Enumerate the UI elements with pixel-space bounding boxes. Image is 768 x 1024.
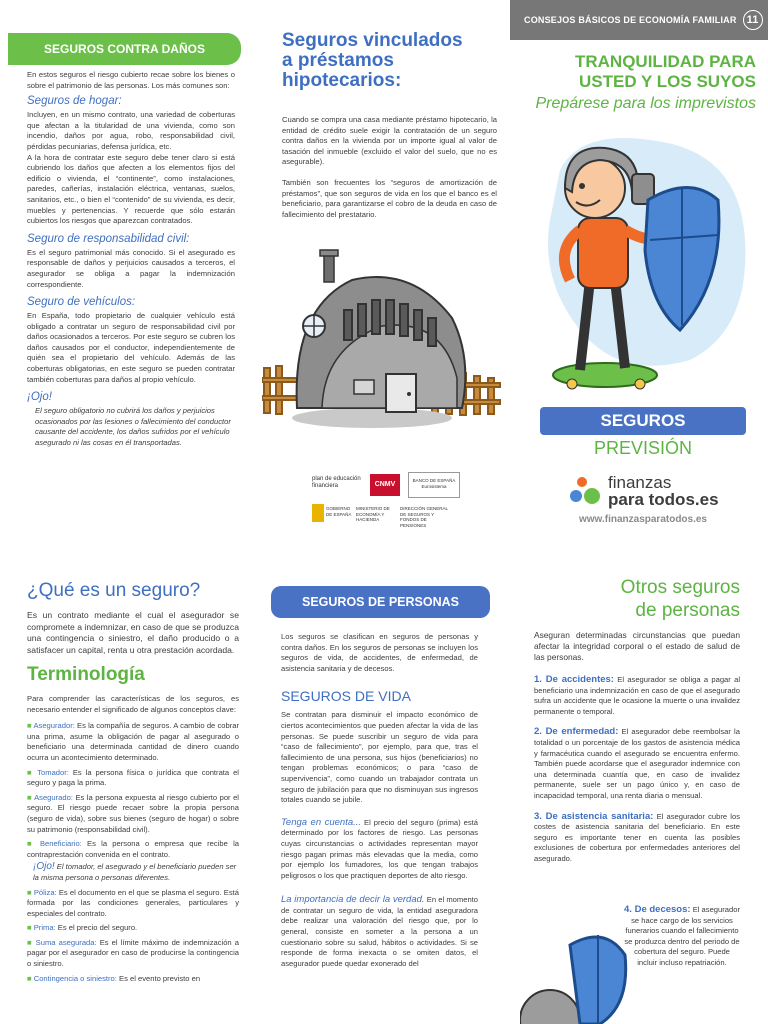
- otros-title: [520, 576, 740, 622]
- hogar-text-2: A la hora de contratar este seguro debe tener claro si está cubriendo los daños que afecten a los elementos fijos del edificio o vivienda, el “continente”, como instalaciones, paredes, cañerías, instalación eléctrica, ventanas, suelos, sanitarios, etc., o bien el “contenido” de su vivienda, es decir, muebles y pertenencias. Y recuerde que sólo estarán cubiertos los riesgos que aparezcan contratados.: [27, 152, 235, 226]
- term-text: Es la persona o empresa que recibe la contraprestación convenida en el contrato.: [27, 839, 239, 859]
- website-url: www.finanzasparatodos.es: [579, 514, 707, 525]
- otros-title-line1: Otros seguros: [620, 577, 740, 598]
- term-item: ■ Asegurador: Es la compañía de seguros. A cambio de cobrar una prima, asume la obligación de pagar al asegurado o beneficiario una determinada cantidad de dinero cuando ocurra un acontecimiento determinado.: [27, 721, 239, 762]
- danos-intro: En estos seguros el riesgo cubierto recae sobre los bienes o sobre el patrimonio de las personas. Los más comunes son:: [27, 70, 235, 90]
- hipotecarios-p2: También son frecuentes los “seguros de amortización de préstamos”, que son seguros de vida en los que el banco es el beneficiario, para garantizarse el cobro de la deuda en caso de fallecimiento del prestatario.: [282, 177, 497, 219]
- bde-logo-eurosistema: Eurosistema: [421, 484, 447, 489]
- page-number-badge: 11: [743, 10, 763, 30]
- tenga-text: El precio del seguro (prima) está determinado por los factores de riesgo. Las personas cuyas circunstancias o actividades representan mayor riesgo pagan primas más elevadas que la media, como por ejemplo los fumadores, los que tengan trabajos peligrosos o los que practiquen deportes de alto riesgo.: [281, 817, 478, 880]
- veh-text: En España, todo propietario de cualquier vehículo está obligado a contratar un seguro de responsabilidad civil por daños ocasionados a terceros. Por este seguro se cubren los daños causados por el conductor, independientemente de quién sea el propietario del vehículo. Además de las coberturas obligatorias, en este seguro se pueden contratar también coberturas para daños al propio vehículo.: [27, 311, 235, 384]
- otros-item-text: El asegurador cubre los costes de asistencia sanitaria del beneficiario. En este seguro es importante tener en cuenta las posibles exclusiones de cobertura por enfermedades anteriores del asegurado.: [534, 811, 740, 863]
- hipotecarios-title-line1: Seguros vinculados: [282, 30, 463, 51]
- vida-text: Se contratan para disminuir el impacto económico de ciertos acontecimientos que pueden afectar la vida de las personas. Se puede suscribir un seguro de vida para “caso de fallecimiento”, por ejemplo, para que, tras el fallecimiento de una persona, sus hijos (beneficiarios) no tengan problemas económicos; o para “caso de supervivencia”, como cuando un trabajador contrata un seguro de jubilación para que no disminuyan sus ingresos totales cuando se jubile.: [281, 710, 478, 805]
- que-es-section: [27, 580, 239, 988]
- finanzas-logo-icon: [570, 476, 604, 506]
- otros-item: [534, 812, 740, 865]
- term-text: Es el precio del seguro.: [57, 923, 138, 933]
- tenga-label: Tenga en cuenta...: [281, 816, 362, 828]
- term-text: Es la persona expuesta al riesgo cubierto por el seguro. El riesgo puede recaer sobre la propia persona (seguro de vida), sobre sus bienes (seguro de hogar) o sobre su patrimonio (responsabilidad civil).: [27, 792, 239, 834]
- otros-item-text: El asegurador debe reembolsar la totalidad o un porcentaje de los gastos de asistencia médica y farmacéutica cuando el asegurado se encuentra enfermo. También puede acordarse que el asegurador indemnice con una determinada cuantía que, en caso de invalidez permanente, suele ser un pago único y, en caso de incapacidad temporal, una renta diaria o mensual.: [534, 727, 740, 800]
- resp-title: Seguro de responsabilidad civil:: [27, 232, 190, 245]
- hipotecarios-title-line2: a préstamos: [282, 50, 394, 71]
- cnmv-logo: CNMV: [370, 474, 400, 496]
- term-text: Es el límite máximo de indemnización a pagar por el asegurador en caso de producirse la contingencia o siniestro.: [27, 937, 239, 969]
- otros-item-title: 3. De asistencia sanitaria:: [534, 810, 654, 822]
- term-label: Beneficiario:: [39, 839, 82, 849]
- term-label: Asegurador:: [33, 721, 75, 731]
- term-item: ■ Suma asegurada: Es el límite máximo de indemnización a pagar por el asegurador en caso de producirse la contingencia o siniestro.: [27, 937, 239, 969]
- ojo-text: El seguro obligatorio no cubrirá los daños y perjuicios ocasionados por las lesiones o fallecimiento del conductor causante del accidente, los daños sufridos por el vehículo asegurado ni las cosas en él transportadas.: [35, 406, 231, 448]
- otros-item-title: 1. De accidentes:: [534, 674, 614, 685]
- brand-line1: finanzas: [608, 473, 672, 492]
- otros-item-text: El asegurador se obliga a pagar al beneficiario una indemnización en caso de que el asegurado sufra un accidente que le ocasione la muerte o una invalidez permanente o temporal.: [534, 675, 741, 716]
- prevision-label: PREVISIÓN: [593, 438, 693, 458]
- importancia-paragraph: [281, 895, 478, 969]
- otros-item-title: 4. De decesos:: [624, 904, 691, 915]
- vida-title: SEGUROS DE VIDA: [281, 688, 411, 705]
- personas-title: SEGUROS DE PERSONAS: [302, 595, 459, 609]
- spain-shield-icon: [312, 504, 324, 522]
- term-ojo-text: El tomador, el asegurado y el beneficiario pueden ser la misma persona o personas diferentes.: [33, 862, 237, 882]
- otros-item-title: 2. De enfermedad:: [534, 726, 619, 738]
- hogar-text: Incluyen, en un mismo contrato, una variedad de coberturas que afectan a la titularidad de una vivienda, como son incendio, daños por agua, robo, responsabilidad civil, pérdidas pecuniarias, defensa jurídica, etc.: [27, 110, 235, 151]
- hipotecarios-p1: Cuando se compra una casa mediante préstamo hipotecario, la entidad de crédito suele exigir la contratación de un seguro contra daños en la vivienda por un importe igual al valor de tasación del inmueble (excluido el valor del suelo, que no es asegurable).: [282, 115, 497, 167]
- finanzas-logo: [570, 474, 730, 510]
- cover-title-line1: TRANQUILIDAD PARA: [574, 52, 756, 71]
- cover-title-line2: USTED Y LOS SUYOS: [579, 72, 756, 91]
- hipotecarios-title-line3: hipotecarios:: [282, 70, 402, 91]
- brand-line2: para todos.es: [608, 490, 719, 509]
- personas-intro: Los seguros se clasifican en seguros de personas y contra daños. En los seguros de personas se incluyen los seguros de vida, de accidentes, de enfermedad, de asistencia sanitaria y de decesos.: [281, 632, 478, 673]
- terminologia-intro: Para comprender las características de los seguros, es necesario entender el significado de algunos conceptos clave:: [27, 694, 239, 714]
- cover-subtitle: Prepárese para los imprevistos: [535, 95, 756, 112]
- importancia-label: La importancia de decir la verdad.: [281, 894, 425, 906]
- term-item: ■ Prima: Es el precio del seguro.: [27, 923, 138, 933]
- personas-column: [281, 632, 478, 969]
- otros-item: [534, 675, 740, 717]
- term-label: Tomador:: [37, 767, 69, 777]
- seguros-banner: [540, 407, 746, 435]
- otros-title-line2: de personas: [635, 600, 740, 621]
- que-es-text: Es un contrato mediante el cual el asegurador se compromete a indemnizar, en caso de que se produzca una contingencia o siniestro, el daño producido o a satisfacer un capital, renta u otra prestación acordada.: [27, 610, 239, 655]
- ojo-title: ¡Ojo!: [27, 391, 52, 404]
- bde-logo-name: BANCO DE ESPAÑA: [412, 478, 456, 483]
- personas-title-banner: [271, 586, 490, 618]
- term-ojo: [27, 862, 239, 883]
- terminologia-title: Terminología: [27, 664, 145, 685]
- otros-column: [534, 630, 740, 865]
- hipotecarios-column: [282, 31, 497, 220]
- resp-text: Es el seguro patrimonial más conocido. Si el asegurado es responsable de daños y perjuicios causados a terceros, el asegurador se obliga a pagar la indemnización correspondiente.: [27, 247, 235, 289]
- otros-item-text: El asegurador se hace cargo de los servicios funerarios cuando el fallecimiento se produzca dentro del periodo de cobertura del seguro. Puede incluir incluso repatriación.: [624, 905, 740, 967]
- bde-logo: [408, 472, 460, 498]
- term-label: Prima:: [33, 923, 56, 933]
- danos-title-banner: [8, 33, 241, 65]
- seguros-label: SEGUROS: [600, 411, 686, 430]
- otros-item: [534, 727, 740, 801]
- term-label: Póliza:: [33, 887, 57, 897]
- term-list-1: [27, 721, 239, 984]
- term-label: Contingencia o siniestro:: [33, 973, 117, 983]
- knight-illustration: [540, 130, 750, 392]
- hogar-title: Seguros de hogar:: [27, 95, 122, 108]
- plan-educacion-logo: plan de educación financiera: [312, 476, 361, 489]
- que-es-title: ¿Qué es un seguro?: [27, 580, 201, 601]
- term-item: ■ Póliza: Es el documento en el que se plasma el seguro. Está formada por las condiciones generales, particulares y especiales del contrato.: [27, 887, 239, 918]
- logos-row-1: [312, 472, 456, 500]
- term-label: Asegurado:: [34, 792, 73, 802]
- danos-title: SEGUROS CONTRA DAÑOS: [44, 42, 205, 56]
- term-text: Es el documento en el que se plasma el seguro. Está formada por las condiciones generales, particulares y especiales del contrato.: [27, 887, 239, 918]
- term-item: ■ Contingencia o siniestro: Es el evento previsto en: [27, 973, 201, 983]
- logos-row-2: [312, 504, 452, 528]
- importancia-text: En el momento de contratar un seguro de vida, la entidad aseguradora debe realizar una valoración del riesgo que, por lo general, consiste en someter a la persona a un cuestionario sobre su salud, hábitos o actividades. Si se responde de forma inexacta o se omiten datos, el asegurador puede quedar exonerado del: [281, 895, 478, 968]
- hipotecarios-title: [282, 31, 497, 91]
- dgsfp-logo: DIRECCIÓN GENERAL DE SEGUROS Y FONDOS DE PENSIONES: [400, 506, 448, 528]
- term-item: ■ Beneficiario: Es la persona o empresa que recibe la contraprestación convenida en el contrato.: [27, 839, 239, 859]
- term-item: ■ Tomador: Es la persona física o jurídica que contrata el seguro y paga la prima.: [27, 767, 239, 788]
- danos-column: [27, 70, 235, 449]
- term-label: Suma asegurada:: [35, 937, 97, 947]
- header-text: CONSEJOS BÁSICOS DE ECONOMÍA FAMILIAR: [524, 15, 737, 25]
- ministerio-logo: MINISTERIO DE ECONOMÍA Y HACIENDA: [356, 506, 390, 522]
- veh-title: Seguro de vehículos:: [27, 296, 136, 309]
- term-text: Es la compañía de seguros. A cambio de cobrar una prima, asume la obligación de pagar al asegurado o beneficiario una determinada cantidad de dinero cuando ocurra un acontecimiento determinado.: [27, 721, 239, 762]
- helmet-house-illustration: [262, 248, 507, 433]
- header-bar: [510, 0, 768, 40]
- gobierno-logo: GOBIERNO DE ESPAÑA: [326, 506, 352, 517]
- cover-title: [520, 52, 756, 116]
- term-text: Es el evento previsto en: [119, 973, 201, 983]
- term-item: ■ Asegurado: Es la persona expuesta al riesgo cubierto por el seguro. El riesgo puede recaer sobre la propia persona (seguro de vida), sobre sus bienes (seguro de hogar) o sobre su patrimonio (responsabilidad civil).: [27, 792, 239, 834]
- tenga-paragraph: [281, 818, 478, 882]
- knight-small-illustration: [520, 925, 630, 1024]
- term-text: Es la persona física o jurídica que contrata el seguro y paga la prima.: [27, 767, 239, 788]
- term-ojo-label: ¡Ojo!: [33, 861, 55, 873]
- otros-intro: Aseguran determinadas circunstancias que puedan afectar la integridad corporal o el estado de salud de las personas.: [534, 630, 740, 662]
